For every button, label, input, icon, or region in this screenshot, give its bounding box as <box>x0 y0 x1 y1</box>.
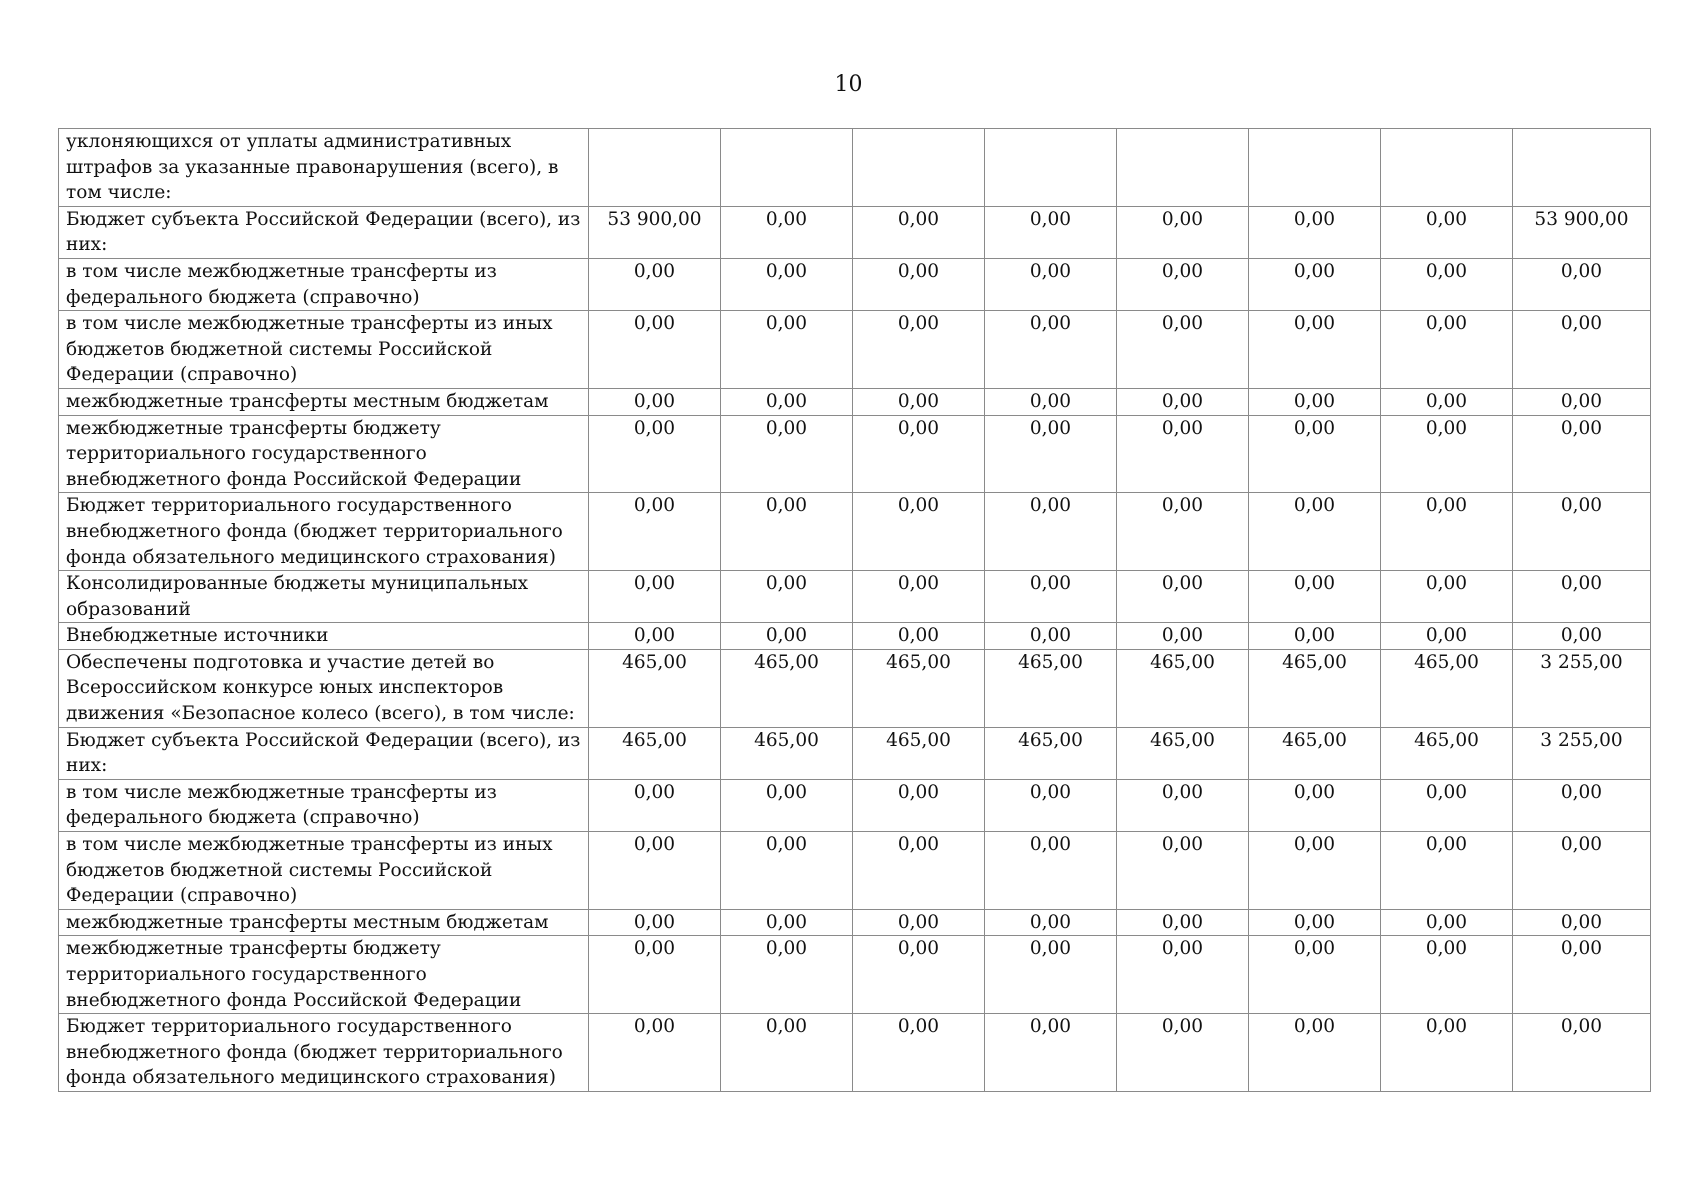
value-cell: 0,00 <box>1117 311 1249 389</box>
table-row <box>59 649 1651 727</box>
value-cell: 465,00 <box>1117 649 1249 727</box>
value-cell: 0,00 <box>853 623 985 650</box>
value-cell: 0,00 <box>985 311 1117 389</box>
value-cell: 0,00 <box>589 623 721 650</box>
value-cell: 0,00 <box>985 909 1117 936</box>
total-cell: 0,00 <box>1513 571 1651 623</box>
row-label: межбюджетные трансферты бюджету территориального государственного внебюджетного фонда Российской Федерации <box>59 415 589 493</box>
value-cell: 0,00 <box>1117 493 1249 571</box>
value-cell: 0,00 <box>721 909 853 936</box>
value-cell: 0,00 <box>1117 623 1249 650</box>
value-cell: 0,00 <box>1381 493 1513 571</box>
row-label: в том числе межбюджетные трансферты из федерального бюджета (справочно) <box>59 258 589 310</box>
value-cell: 0,00 <box>721 206 853 258</box>
row-label: в том числе межбюджетные трансферты из иных бюджетов бюджетной системы Российской Федерации (справочно) <box>59 311 589 389</box>
value-cell: 0,00 <box>589 936 721 1014</box>
value-cell: 0,00 <box>589 415 721 493</box>
budget-table <box>58 128 1651 1092</box>
value-cell: 0,00 <box>1117 206 1249 258</box>
value-cell: 0,00 <box>853 388 985 415</box>
value-cell: 0,00 <box>1381 415 1513 493</box>
total-cell: 0,00 <box>1513 936 1651 1014</box>
value-cell: 465,00 <box>721 649 853 727</box>
value-cell: 465,00 <box>589 649 721 727</box>
value-cell: 0,00 <box>853 936 985 1014</box>
value-cell: 0,00 <box>1381 623 1513 650</box>
value-cell: 0,00 <box>1381 832 1513 910</box>
value-cell: 0,00 <box>1117 779 1249 831</box>
value-cell: 465,00 <box>1249 649 1381 727</box>
value-cell: 0,00 <box>1381 258 1513 310</box>
total-cell: 3 255,00 <box>1513 649 1651 727</box>
total-cell: 0,00 <box>1513 415 1651 493</box>
value-cell: 0,00 <box>1381 206 1513 258</box>
value-cell: 0,00 <box>1249 258 1381 310</box>
value-cell: 0,00 <box>1249 832 1381 910</box>
value-cell: 0,00 <box>1117 258 1249 310</box>
row-label: Консолидированные бюджеты муниципальных образований <box>59 571 589 623</box>
value-cell: 0,00 <box>985 258 1117 310</box>
row-label: Бюджет территориального государственного внебюджетного фонда (бюджет территориального фонда обязательного медицинского страхования) <box>59 493 589 571</box>
value-cell: 465,00 <box>853 727 985 779</box>
table-row <box>59 311 1651 389</box>
value-cell: 0,00 <box>853 571 985 623</box>
value-cell: 0,00 <box>1381 571 1513 623</box>
value-cell: 0,00 <box>589 571 721 623</box>
table-row <box>59 909 1651 936</box>
value-cell: 0,00 <box>853 909 985 936</box>
value-cell: 0,00 <box>721 936 853 1014</box>
table-row <box>59 206 1651 258</box>
total-cell: 0,00 <box>1513 623 1651 650</box>
table-row <box>59 779 1651 831</box>
value-cell <box>985 129 1117 207</box>
value-cell: 0,00 <box>721 1014 853 1092</box>
value-cell <box>1249 129 1381 207</box>
value-cell: 0,00 <box>1117 909 1249 936</box>
value-cell: 0,00 <box>589 779 721 831</box>
value-cell: 0,00 <box>1249 415 1381 493</box>
value-cell: 0,00 <box>1381 388 1513 415</box>
value-cell: 0,00 <box>985 936 1117 1014</box>
total-cell: 0,00 <box>1513 909 1651 936</box>
value-cell: 0,00 <box>589 388 721 415</box>
value-cell: 0,00 <box>1249 493 1381 571</box>
total-cell: 0,00 <box>1513 832 1651 910</box>
table-body <box>59 129 1651 1092</box>
value-cell: 0,00 <box>853 258 985 310</box>
value-cell <box>853 129 985 207</box>
value-cell: 0,00 <box>853 311 985 389</box>
value-cell: 0,00 <box>853 415 985 493</box>
row-label: в том числе межбюджетные трансферты из иных бюджетов бюджетной системы Российской Федерации (справочно) <box>59 832 589 910</box>
value-cell: 0,00 <box>1249 206 1381 258</box>
row-label: межбюджетные трансферты местным бюджетам <box>59 388 589 415</box>
value-cell: 0,00 <box>721 832 853 910</box>
value-cell: 0,00 <box>1117 936 1249 1014</box>
value-cell: 465,00 <box>1381 649 1513 727</box>
value-cell: 0,00 <box>853 493 985 571</box>
value-cell: 0,00 <box>853 832 985 910</box>
value-cell: 465,00 <box>721 727 853 779</box>
row-label: Бюджет субъекта Российской Федерации (всего), из них: <box>59 206 589 258</box>
value-cell: 0,00 <box>1117 832 1249 910</box>
value-cell: 0,00 <box>721 571 853 623</box>
table-row <box>59 832 1651 910</box>
value-cell: 0,00 <box>721 623 853 650</box>
value-cell: 0,00 <box>985 779 1117 831</box>
value-cell <box>1117 129 1249 207</box>
value-cell: 0,00 <box>985 1014 1117 1092</box>
total-cell <box>1513 129 1651 207</box>
table-row <box>59 415 1651 493</box>
value-cell: 465,00 <box>985 649 1117 727</box>
row-label: Обеспечены подготовка и участие детей во Всероссийском конкурсе юных инспекторов движения «Безопасное колесо (всего), в том числе: <box>59 649 589 727</box>
value-cell: 465,00 <box>1381 727 1513 779</box>
value-cell: 465,00 <box>853 649 985 727</box>
value-cell: 0,00 <box>985 571 1117 623</box>
row-label: межбюджетные трансферты местным бюджетам <box>59 909 589 936</box>
value-cell: 0,00 <box>589 832 721 910</box>
value-cell: 465,00 <box>1249 727 1381 779</box>
value-cell: 0,00 <box>985 415 1117 493</box>
table-row <box>59 571 1651 623</box>
value-cell <box>1381 129 1513 207</box>
value-cell: 0,00 <box>589 1014 721 1092</box>
row-label: Внебюджетные источники <box>59 623 589 650</box>
value-cell: 0,00 <box>1117 1014 1249 1092</box>
value-cell: 0,00 <box>853 1014 985 1092</box>
table-row <box>59 388 1651 415</box>
value-cell: 0,00 <box>1249 1014 1381 1092</box>
value-cell: 0,00 <box>589 493 721 571</box>
value-cell: 0,00 <box>1381 779 1513 831</box>
value-cell: 0,00 <box>985 493 1117 571</box>
total-cell: 0,00 <box>1513 493 1651 571</box>
value-cell: 0,00 <box>985 206 1117 258</box>
value-cell: 0,00 <box>1249 311 1381 389</box>
row-label: межбюджетные трансферты бюджету территориального государственного внебюджетного фонда Российской Федерации <box>59 936 589 1014</box>
value-cell: 0,00 <box>1249 388 1381 415</box>
total-cell: 0,00 <box>1513 388 1651 415</box>
value-cell: 0,00 <box>721 415 853 493</box>
value-cell: 0,00 <box>985 623 1117 650</box>
value-cell: 0,00 <box>853 779 985 831</box>
value-cell: 0,00 <box>721 388 853 415</box>
value-cell: 0,00 <box>721 258 853 310</box>
total-cell: 0,00 <box>1513 1014 1651 1092</box>
value-cell: 0,00 <box>1381 1014 1513 1092</box>
row-label: уклоняющихся от уплаты административных штрафов за указанные правонарушения (всего), в том числе: <box>59 129 589 207</box>
table-row <box>59 129 1651 207</box>
value-cell: 0,00 <box>721 493 853 571</box>
value-cell: 0,00 <box>1249 623 1381 650</box>
value-cell: 0,00 <box>721 311 853 389</box>
value-cell: 0,00 <box>1381 909 1513 936</box>
page-number: 10 <box>834 72 863 97</box>
value-cell: 0,00 <box>853 206 985 258</box>
value-cell: 0,00 <box>589 909 721 936</box>
value-cell: 0,00 <box>1117 415 1249 493</box>
value-cell: 0,00 <box>1117 388 1249 415</box>
value-cell: 0,00 <box>1381 311 1513 389</box>
table-row <box>59 1014 1651 1092</box>
value-cell: 465,00 <box>1117 727 1249 779</box>
total-cell: 0,00 <box>1513 779 1651 831</box>
table-row <box>59 623 1651 650</box>
table-row <box>59 258 1651 310</box>
row-label: Бюджет территориального государственного внебюджетного фонда (бюджет территориального фонда обязательного медицинского страхования) <box>59 1014 589 1092</box>
table-row <box>59 936 1651 1014</box>
value-cell: 0,00 <box>985 832 1117 910</box>
value-cell <box>589 129 721 207</box>
row-label: в том числе межбюджетные трансферты из федерального бюджета (справочно) <box>59 779 589 831</box>
total-cell: 0,00 <box>1513 258 1651 310</box>
value-cell: 0,00 <box>589 311 721 389</box>
value-cell: 0,00 <box>1249 779 1381 831</box>
total-cell: 3 255,00 <box>1513 727 1651 779</box>
value-cell <box>721 129 853 207</box>
value-cell: 0,00 <box>1249 936 1381 1014</box>
value-cell: 0,00 <box>985 388 1117 415</box>
value-cell: 0,00 <box>1117 571 1249 623</box>
value-cell: 465,00 <box>985 727 1117 779</box>
value-cell: 0,00 <box>1381 936 1513 1014</box>
value-cell: 0,00 <box>1249 571 1381 623</box>
total-cell: 53 900,00 <box>1513 206 1651 258</box>
row-label: Бюджет субъекта Российской Федерации (всего), из них: <box>59 727 589 779</box>
value-cell: 0,00 <box>721 779 853 831</box>
value-cell: 53 900,00 <box>589 206 721 258</box>
value-cell: 0,00 <box>589 258 721 310</box>
table-row <box>59 493 1651 571</box>
total-cell: 0,00 <box>1513 311 1651 389</box>
value-cell: 0,00 <box>1249 909 1381 936</box>
table-row <box>59 727 1651 779</box>
value-cell: 465,00 <box>589 727 721 779</box>
